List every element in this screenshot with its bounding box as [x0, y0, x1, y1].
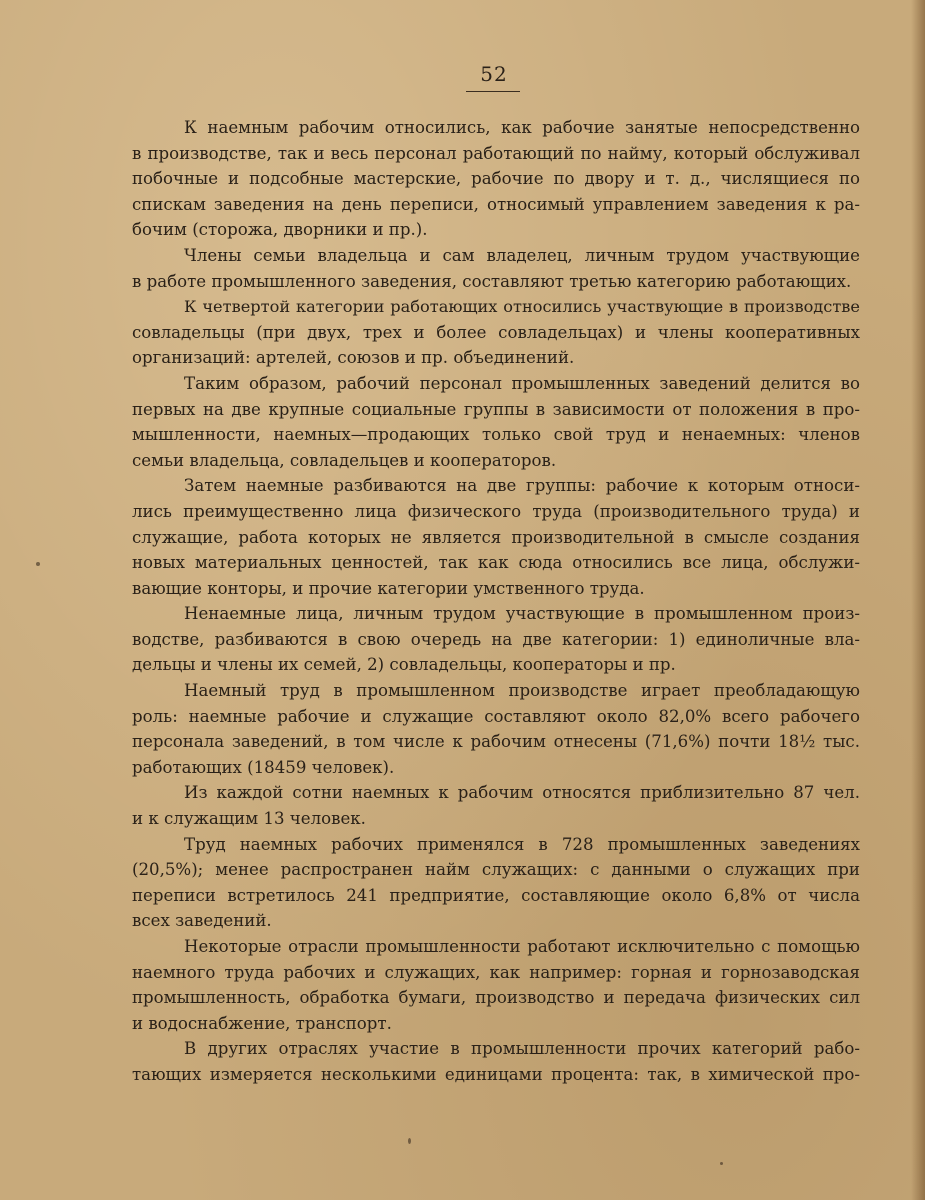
- text-line: мышленности, наемных—продающих только свой труд и ненаемных: членов: [132, 425, 860, 445]
- paper-speck: [36, 562, 40, 566]
- text-line: персонала заведений, в том числе к рабочим отнесены (71,6%) почти 18½ тыс.: [132, 732, 860, 752]
- text-line: лись преимущественно лица физического труда (производительного труда) и: [132, 501, 860, 521]
- text-line: семьи владельца, совладельцев и кооператоров.: [132, 450, 557, 470]
- body-text: [132, 115, 860, 1088]
- text-line: работающих (18459 человек).: [132, 757, 395, 777]
- paper-speck: [408, 1138, 411, 1144]
- text-line: всех заведений.: [132, 911, 272, 931]
- text-line: Ненаемные лица, личным трудом участвующие в промышленном произ-: [184, 604, 860, 624]
- text-line: роль: наемные рабочие и служащие составляют около 82,0% всего рабочего: [132, 706, 860, 726]
- text-line: и водоснабжение, транспорт.: [132, 1013, 392, 1033]
- text-line: Наемный труд в промышленном производстве играет преобладающую: [184, 681, 860, 701]
- text-line: К четвертой категории работающих относились участвующие в производстве: [184, 297, 860, 317]
- text-line: организаций: артелей, союзов и пр. объединений.: [132, 348, 575, 368]
- page-edge-shadow: [911, 0, 925, 1200]
- text-line: совладельцы (при двух, трех и более совладельцах) и члены кооперативных: [132, 322, 860, 342]
- text-line: Труд наемных рабочих применялся в 728 промышленных заведениях: [184, 834, 860, 854]
- text-line: В других отраслях участие в промышленности прочих категорий рабо-: [184, 1039, 860, 1059]
- text-line: Таким образом, рабочий персонал промышленных заведений делится во: [184, 373, 860, 393]
- text-line: в производстве, так и весь персонал работающий по найму, который обслуживал: [132, 143, 860, 163]
- text-line: новых материальных ценностей, так как сюда относились все лица, обслужи-: [132, 553, 860, 573]
- text-line: Члены семьи владельца и сам владелец, личным трудом участвующие: [184, 245, 860, 265]
- text-line: наемного труда рабочих и служащих, как например: горная и горнозаводская: [132, 962, 860, 982]
- text-line: вающие конторы, и прочие категории умственного труда.: [132, 578, 645, 598]
- text-line: и к служащим 13 человек.: [132, 809, 366, 829]
- text-line: служащие, работа которых не является производительной в смысле создания: [132, 527, 860, 547]
- text-line: Из каждой сотни наемных к рабочим относятся приблизительно 87 чел.: [184, 783, 860, 803]
- text-line: первых на две крупные социальные группы в зависимости от положения в про-: [132, 399, 860, 419]
- text-line: тающих измеряется несколькими единицами процента: так, в химической про-: [132, 1064, 860, 1084]
- text-line: дельцы и члены их семей, 2) совладельцы, кооператоры и пр.: [132, 655, 676, 675]
- page-number-underline: [466, 91, 520, 92]
- text-line: переписи встретилось 241 предприятие, составляющие около 6,8% от числа: [132, 885, 860, 905]
- paper-speck: [720, 1162, 723, 1165]
- text-line: спискам заведения на день переписи, относимый управлением заведения к ра-: [132, 194, 860, 214]
- text-line: водстве, разбиваются в свою очередь на две категории: 1) единоличные вла-: [132, 629, 860, 649]
- text-line: Затем наемные разбиваются на две группы: рабочие к которым относи-: [184, 476, 860, 496]
- text-line: побочные и подсобные мастерские, рабочие по двору и т. д., числящиеся по: [132, 169, 860, 189]
- text-line: в работе промышленного заведения, составляют третью категорию работающих.: [132, 271, 852, 291]
- text-line: Некоторые отрасли промышленности работают исключительно с помощью: [184, 937, 860, 956]
- page-number: 52: [480, 62, 508, 86]
- text-line: промышленность, обработка бумаги, производство и передача физических сил: [132, 988, 860, 1008]
- text-line: (20,5%); менее распространен найм служащих: с данными о служащих при: [132, 860, 860, 880]
- text-line: К наемным рабочим относились, как рабочие занятые непосредственно: [184, 118, 860, 137]
- text-line: бочим (сторожа, дворники и пр.).: [132, 220, 428, 240]
